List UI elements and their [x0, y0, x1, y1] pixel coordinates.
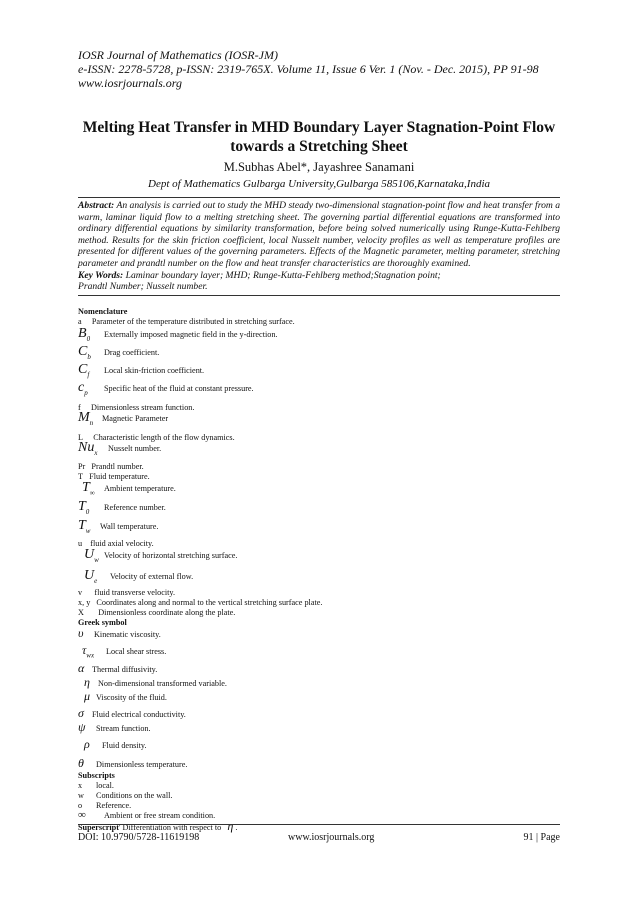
- superscript-text: ' Differentiation with respect to: [118, 823, 222, 832]
- affiliation: Dept of Mathematics Gulbarga University,Gulbarga 585106,Karnataka,India: [148, 178, 490, 190]
- nom-symbol: x, y: [78, 598, 91, 607]
- nom-sub: ∞: [89, 488, 95, 497]
- abstract: [78, 200, 560, 293]
- nom-row: [78, 440, 162, 458]
- keywords-text-2: Prandtl Number; Nusselt number.: [78, 281, 208, 293]
- subscript-desc: Ambient or free stream condition.: [104, 811, 216, 820]
- nom-symbol: c: [78, 380, 85, 395]
- nom-desc: Reference number.: [104, 503, 166, 512]
- nom-row: [78, 499, 166, 517]
- greek-desc: Kinematic viscosity.: [94, 630, 161, 639]
- nom-row: [78, 344, 160, 362]
- keywords-label: Key Words:: [78, 269, 124, 281]
- nom-sub: w: [94, 555, 99, 564]
- nom-row: [78, 588, 175, 598]
- nom-row: [78, 403, 194, 413]
- greek-desc: Local shear stress.: [106, 647, 167, 656]
- subscript-row: [78, 810, 215, 821]
- subscript-symbol: w: [78, 791, 84, 800]
- subscript-symbol: o: [78, 801, 83, 810]
- subscript-row: [78, 781, 114, 791]
- greek-row: [84, 739, 147, 751]
- greek-symbol: θ: [78, 756, 84, 770]
- nom-symbol: T: [82, 480, 90, 495]
- footer-rule: [78, 824, 560, 825]
- nom-row: [78, 380, 254, 398]
- nom-row: [78, 410, 169, 428]
- nom-symbol: X: [78, 608, 84, 617]
- greek-symbol: σ: [78, 706, 84, 720]
- nom-symbol: f: [78, 403, 81, 412]
- subscript-symbol: x: [78, 781, 83, 790]
- nom-symbol: v: [78, 588, 83, 597]
- greek-symbol: ρ: [84, 737, 90, 751]
- abstract-top-rule: [78, 197, 560, 198]
- greek-sub: wx: [86, 651, 95, 660]
- nom-desc: Parameter of the temperature distributed in stretching surface.: [91, 317, 295, 326]
- nom-sub: w: [85, 526, 91, 535]
- nom-desc: Externally imposed magnetic field in the y-direction.: [104, 330, 278, 339]
- paper-title: Melting Heat Transfer in MHD Boundary Layer Stagnation-Point Flow towards a Stretching Sheet: [82, 119, 556, 155]
- nom-symbol: B: [78, 326, 87, 341]
- greek-row: [78, 628, 161, 640]
- greek-row: [84, 677, 227, 689]
- subscript-desc: local.: [96, 781, 114, 790]
- nom-desc: Local skin-friction coefficient.: [104, 366, 205, 375]
- greek-symbol: α: [78, 661, 85, 675]
- nom-symbol: M: [78, 410, 90, 425]
- eta-symbol: η: [227, 819, 234, 833]
- nom-desc: Coordinates along and normal to the vertical stretching surface plate.: [96, 598, 323, 607]
- nom-row: [82, 480, 176, 498]
- nom-row: [84, 547, 238, 565]
- greek-symbol: υ: [78, 626, 84, 640]
- greek-row: [78, 758, 187, 770]
- nom-sub: b: [87, 352, 91, 361]
- greek-desc: Stream function.: [96, 724, 151, 733]
- nom-desc: Dimensionless stream function.: [90, 403, 195, 412]
- nom-row: [78, 608, 235, 618]
- footer-page-number: 91 | Page: [523, 832, 560, 843]
- nom-row: [78, 462, 144, 472]
- nom-desc: Dimensionless coordinate along the plate.: [98, 608, 236, 617]
- nom-symbol: U: [84, 568, 95, 583]
- nom-row: [78, 317, 295, 327]
- abstract-text: An analysis is carried out to study the MHD steady two-dimensional stagnation-point flow and heat transfer from a warm, laminar liquid flow to a melting stretching sheet. The governing partial differential equations are transformed into ordinary differential equations by similarity transformation, before being solved numerically using Runge-Kutta-Fehlberg method. Results for the skin friction coefficient, local Nusselt number, velocity profiles as well as temperature profiles are presented for different values of the governing parameters. Effects of the Magnetic parameter, melting parameter, stretching parameter and prandtl number on the flow and heat transfer characteristics are thoroughly examined.: [78, 200, 560, 269]
- nom-row: [78, 518, 159, 536]
- nom-desc: fluid axial velocity.: [90, 539, 154, 548]
- greek-symbol: ψ: [78, 720, 86, 734]
- nom-desc: Prandtl number.: [91, 462, 144, 471]
- greek-symbol: μ: [84, 689, 91, 703]
- nom-desc: Magnetic Parameter: [102, 414, 169, 423]
- subscript-row: [78, 791, 172, 801]
- nom-row: [78, 326, 278, 344]
- nom-sub: e: [94, 576, 98, 585]
- nom-symbol: T: [78, 472, 84, 481]
- nom-symbol: Nu: [78, 440, 95, 455]
- nom-desc: Nusselt number.: [108, 444, 162, 453]
- greek-symbol: η: [84, 675, 90, 689]
- nom-symbol: T: [78, 518, 86, 533]
- nom-sub: 0: [85, 507, 90, 516]
- nom-sub: n: [89, 418, 94, 427]
- greek-desc: Thermal diffusivity.: [92, 665, 158, 674]
- nom-row: [78, 362, 205, 380]
- subscripts-heading: Subscripts: [78, 771, 115, 780]
- nom-symbol: Pr: [78, 462, 86, 471]
- greek-row: [78, 708, 186, 720]
- nomenclature-heading: Nomenclature: [78, 307, 128, 316]
- nom-desc: Drag coefficient.: [104, 348, 160, 357]
- nom-row: [78, 433, 235, 443]
- subscript-desc: Reference.: [96, 801, 132, 810]
- journal-website: www.iosrjournals.org: [78, 76, 183, 90]
- greek-row: [78, 722, 151, 734]
- nom-desc: Specific heat of the fluid at constant pressure.: [104, 384, 254, 393]
- greek-heading: Greek symbol: [78, 618, 127, 627]
- nom-sub: 0: [86, 334, 91, 343]
- journal-issn: e-ISSN: 2278-5728, p-ISSN: 2319-765X. Volume 11, Issue 6 Ver. 1 (Nov. - Dec. 2015), PP 91-98: [78, 62, 539, 76]
- journal-name: IOSR Journal of Mathematics (IOSR-JM): [78, 48, 278, 62]
- nom-desc: Fluid temperature.: [89, 472, 150, 481]
- nom-sub: f: [87, 370, 90, 379]
- greek-desc: Non-dimensional transformed variable.: [98, 679, 227, 688]
- keywords-text: Laminar boundary layer; MHD; Runge-Kutta-Fehlberg method;Stagnation point;: [123, 269, 441, 281]
- abstract-bottom-rule: [78, 295, 560, 296]
- nom-sub: p: [84, 388, 88, 397]
- greek-symbol: τ: [82, 643, 87, 657]
- nom-symbol: C: [78, 344, 88, 359]
- footer-doi: DOI: 10.9790/5728-11619198: [78, 832, 200, 843]
- nom-desc: Velocity of horizontal stretching surface.: [104, 551, 238, 560]
- superscript-end: .: [235, 823, 238, 832]
- nom-symbol: a: [78, 317, 82, 326]
- greek-desc: Viscosity of the fluid.: [96, 693, 167, 702]
- nom-symbol: u: [78, 539, 83, 548]
- nom-symbol: U: [84, 547, 95, 562]
- greek-desc: Fluid density.: [102, 741, 147, 750]
- authors: M.Subhas Abel*, Jayashree Sanamani: [223, 160, 415, 174]
- nom-row: [78, 598, 322, 608]
- subscript-symbol: ∞: [78, 809, 86, 821]
- nom-desc: Characteristic length of the flow dynamics.: [93, 433, 235, 442]
- greek-row: [78, 663, 157, 675]
- nom-sub: x: [94, 448, 98, 457]
- greek-desc: Fluid electrical conductivity.: [92, 710, 186, 719]
- nom-desc: Wall temperature.: [100, 522, 159, 531]
- greek-row: [82, 645, 166, 660]
- journal-header: [78, 48, 539, 90]
- nom-desc: fluid transverse velocity.: [94, 588, 176, 597]
- nom-symbol: T: [78, 499, 86, 514]
- nom-symbol: C: [78, 362, 88, 377]
- greek-desc: Dimensionless temperature.: [96, 760, 188, 769]
- abstract-label: Abstract:: [78, 200, 115, 211]
- greek-row: [84, 691, 167, 703]
- nom-symbol: L: [78, 433, 84, 442]
- nom-row: [84, 568, 194, 586]
- footer-website: www.iosrjournals.org: [288, 832, 375, 843]
- nom-desc: Ambient temperature.: [104, 484, 176, 493]
- subscript-desc: Conditions on the wall.: [96, 791, 173, 800]
- superscript-label: Superscript: [78, 823, 119, 832]
- nom-desc: Velocity of external flow.: [110, 572, 194, 581]
